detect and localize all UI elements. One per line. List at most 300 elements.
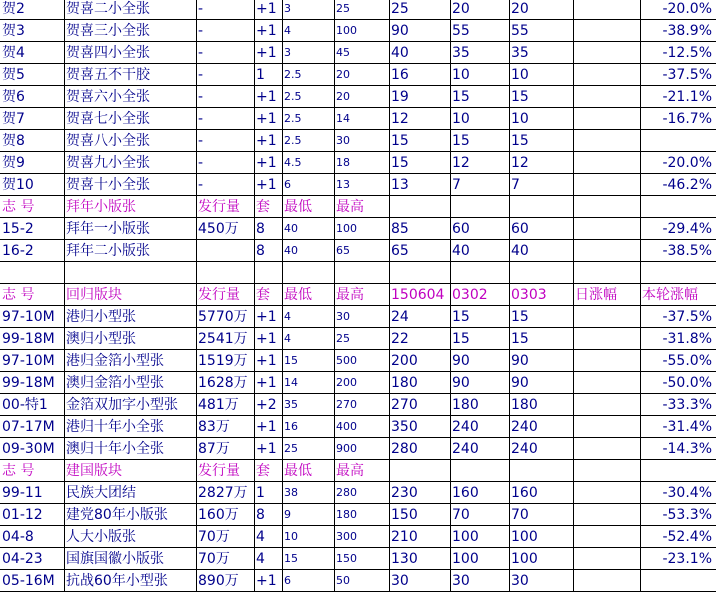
cell-daily-change [573, 42, 640, 64]
cell-stamp-name: 港归十年小全张 [66, 419, 164, 435]
cell-issue-qty: 450万 [198, 221, 239, 237]
cell-stamp-no: 05-16M [2, 573, 55, 589]
table-row [0, 438, 716, 460]
cell-max-price: 900 [336, 442, 357, 455]
cell-stamp-no: 97-10M [2, 309, 55, 325]
cell-stamp-no: 贺5 [2, 67, 25, 83]
cell-round-change: -31.8% [662, 331, 712, 347]
cell-max-price: 30 [336, 134, 350, 147]
table-header-row [0, 196, 716, 218]
cell-round-change: -20.0% [662, 1, 712, 17]
cell-price-150604: 12 [391, 111, 409, 127]
cell-price-0302: 10 [452, 111, 470, 127]
cell-price-0303: 30 [511, 573, 529, 589]
cell-stamp-no: 99-18M [2, 331, 55, 347]
column-divider [450, 0, 451, 592]
cell-stamp-no: 09-30M [2, 441, 55, 457]
cell-issue-qty: 2541万 [198, 331, 248, 347]
cell-daily-change [573, 108, 640, 130]
cell-stamp-name: 贺喜六小全张 [66, 89, 150, 105]
cell-round-change: -37.5% [662, 67, 712, 83]
table-row [0, 306, 716, 328]
header-cell-issue-qty: 发行量 [198, 199, 240, 215]
cell-price-0303: 90 [511, 353, 529, 369]
cell-set: 8 [256, 221, 265, 237]
cell-stamp-name: 贺喜十小全张 [66, 177, 150, 193]
cell-stamp-name: 贺喜七小全张 [66, 111, 150, 127]
cell-daily-change [573, 64, 640, 86]
cell-set: +1 [256, 1, 277, 17]
cell-price-0302: 160 [452, 485, 479, 501]
cell-price-150604 [389, 262, 450, 284]
cell-round-change: -46.2% [662, 177, 712, 193]
table-row [0, 42, 716, 64]
cell-daily-change [573, 372, 640, 394]
header-cell-min-price: 最低 [284, 463, 312, 479]
cell-round-change: -29.4% [662, 221, 712, 237]
table-row [0, 350, 716, 372]
cell-set: +1 [256, 23, 277, 39]
header-cell-round-change [640, 196, 716, 218]
cell-max-price: 400 [336, 420, 357, 433]
cell-round-change: -30.4% [662, 485, 712, 501]
cell-price-0303: 35 [511, 45, 529, 61]
cell-stamp-name: 贺喜八小全张 [66, 133, 150, 149]
table-row [0, 130, 716, 152]
cell-price-150604: 13 [391, 177, 409, 193]
cell-stamp-name: 澳归十年小全张 [66, 441, 164, 457]
header-cell-round-change [640, 460, 716, 482]
cell-price-0302: 10 [452, 67, 470, 83]
cell-price-0303: 100 [511, 529, 538, 545]
cell-price-0302: 55 [452, 23, 470, 39]
cell-price-0302: 15 [452, 133, 470, 149]
cell-set: +1 [256, 419, 277, 435]
cell-round-change: -38.5% [662, 243, 712, 259]
cell-max-price: 270 [336, 398, 357, 411]
cell-min-price: 15 [284, 354, 298, 367]
table-row [0, 240, 716, 262]
header-cell-set: 套 [256, 287, 270, 303]
cell-issue-qty: 890万 [198, 573, 239, 589]
table-row [0, 570, 716, 592]
cell-price-150604: 40 [391, 45, 409, 61]
cell-max-price: 150 [336, 552, 357, 565]
cell-min-price: 3 [284, 2, 291, 15]
cell-price-0302: 60 [452, 221, 470, 237]
column-divider [573, 0, 574, 592]
cell-stamp-no: 贺7 [2, 111, 25, 127]
cell-price-0302: 70 [452, 507, 470, 523]
cell-issue-qty: 2827万 [198, 485, 248, 501]
header-cell-price-0303 [509, 196, 573, 218]
cell-set [254, 262, 282, 284]
header-cell-max-price: 最高 [336, 199, 364, 215]
cell-stamp-name: 港归金箔小型张 [66, 353, 164, 369]
cell-round-change [640, 130, 716, 152]
header-cell-set: 套 [256, 199, 270, 215]
cell-round-change: -38.9% [662, 23, 712, 39]
cell-price-0303: 100 [511, 551, 538, 567]
cell-daily-change [573, 86, 640, 108]
header-cell-max-price: 最高 [336, 287, 364, 303]
cell-round-change [640, 570, 716, 592]
cell-min-price: 4 [284, 310, 291, 323]
cell-round-change: -50.0% [662, 375, 712, 391]
header-cell-issue-qty: 发行量 [198, 287, 240, 303]
cell-price-150604: 15 [391, 133, 409, 149]
cell-price-150604: 200 [391, 353, 418, 369]
cell-price-150604: 180 [391, 375, 418, 391]
cell-stamp-no: 99-18M [2, 375, 55, 391]
table-header-row [0, 284, 716, 306]
cell-issue-qty: - [198, 23, 204, 39]
cell-max-price: 25 [336, 332, 350, 345]
cell-stamp-no: 00-特1 [2, 397, 48, 413]
cell-stamp-name: 贺喜二小全张 [66, 1, 150, 17]
cell-daily-change [573, 504, 640, 526]
header-cell-price-150604: 150604 [391, 287, 445, 303]
cell-price-150604: 19 [391, 89, 409, 105]
cell-min-price: 2.5 [284, 134, 302, 147]
cell-round-change: -14.3% [662, 441, 712, 457]
header-cell-max-price: 最高 [336, 463, 364, 479]
cell-issue-qty [196, 262, 254, 284]
cell-daily-change [573, 394, 640, 416]
cell-set: 1 [256, 485, 265, 501]
cell-set: 4 [256, 529, 265, 545]
cell-max-price: 14 [336, 112, 350, 125]
column-divider [282, 0, 283, 592]
cell-daily-change [573, 240, 640, 262]
cell-price-0303: 10 [511, 111, 529, 127]
cell-price-0302 [450, 262, 509, 284]
cell-price-150604: 16 [391, 67, 409, 83]
header-cell-stamp-name: 回归版块 [66, 287, 122, 303]
cell-issue-qty: 70万 [198, 529, 230, 545]
cell-set: +1 [256, 45, 277, 61]
cell-max-price: 65 [336, 244, 350, 257]
cell-max-price: 100 [336, 24, 357, 37]
cell-min-price: 2.5 [284, 68, 302, 81]
header-cell-stamp-no: 志 号 [2, 463, 35, 479]
cell-min-price: 2.5 [284, 90, 302, 103]
header-cell-price-0303 [509, 460, 573, 482]
header-cell-daily-change: 日涨幅 [575, 287, 617, 303]
column-divider [509, 0, 510, 592]
cell-round-change: -53.3% [662, 507, 712, 523]
cell-stamp-no: 贺8 [2, 133, 25, 149]
cell-stamp-no: 04-8 [2, 529, 34, 545]
cell-stamp-no: 15-2 [2, 221, 34, 237]
cell-max-price [334, 262, 389, 284]
cell-stamp-no: 04-23 [2, 551, 43, 567]
cell-issue-qty: 160万 [198, 507, 239, 523]
cell-price-0302: 15 [452, 89, 470, 105]
cell-min-price: 38 [284, 486, 298, 499]
cell-set: +2 [256, 397, 277, 413]
cell-daily-change [573, 218, 640, 240]
cell-round-change: -55.0% [662, 353, 712, 369]
column-divider [64, 0, 65, 592]
table-row [0, 64, 716, 86]
cell-daily-change [573, 152, 640, 174]
cell-round-change [640, 262, 716, 284]
cell-stamp-no: 99-11 [2, 485, 43, 501]
cell-price-0303: 55 [511, 23, 529, 39]
cell-min-price: 4.5 [284, 156, 302, 169]
cell-price-150604: 130 [391, 551, 418, 567]
cell-round-change: -31.4% [662, 419, 712, 435]
cell-price-0303: 40 [511, 243, 529, 259]
cell-daily-change [573, 328, 640, 350]
cell-set: +1 [256, 375, 277, 391]
cell-max-price: 45 [336, 46, 350, 59]
cell-daily-change [573, 174, 640, 196]
header-cell-price-0302: 0302 [452, 287, 488, 303]
cell-price-150604: 24 [391, 309, 409, 325]
header-cell-stamp-no: 志 号 [2, 287, 35, 303]
cell-price-0303: 180 [511, 397, 538, 413]
cell-round-change: -52.4% [662, 529, 712, 545]
cell-issue-qty: - [198, 67, 204, 83]
cell-min-price: 10 [284, 530, 298, 543]
cell-price-150604: 15 [391, 155, 409, 171]
cell-max-price: 300 [336, 530, 357, 543]
cell-stamp-name: 贺喜九小全张 [66, 155, 150, 171]
header-cell-price-0302 [450, 460, 509, 482]
cell-stamp-no: 贺3 [2, 23, 25, 39]
cell-stamp-name: 贺喜三小全张 [66, 23, 150, 39]
cell-daily-change [573, 130, 640, 152]
cell-price-0303: 70 [511, 507, 529, 523]
cell-price-150604: 270 [391, 397, 418, 413]
cell-min-price: 4 [284, 332, 291, 345]
cell-stamp-no: 贺6 [2, 89, 25, 105]
cell-daily-change [573, 526, 640, 548]
cell-issue-qty: - [198, 155, 204, 171]
cell-price-150604: 150 [391, 507, 418, 523]
cell-price-150604: 25 [391, 1, 409, 17]
cell-price-0302: 35 [452, 45, 470, 61]
cell-price-0303: 12 [511, 155, 529, 171]
cell-min-price: 3 [284, 46, 291, 59]
cell-max-price: 20 [336, 90, 350, 103]
cell-max-price: 280 [336, 486, 357, 499]
cell-stamp-no: 16-2 [2, 243, 34, 259]
cell-set: +1 [256, 331, 277, 347]
header-cell-stamp-name: 建国版块 [66, 463, 122, 479]
cell-price-0302: 20 [452, 1, 470, 17]
cell-stamp-no: 贺4 [2, 45, 25, 61]
cell-stamp-name: 贺喜四小全张 [66, 45, 150, 61]
cell-stamp-name: 民族大团结 [66, 485, 136, 501]
cell-max-price: 13 [336, 178, 350, 191]
header-cell-price-150604 [389, 196, 450, 218]
cell-min-price: 2.5 [284, 112, 302, 125]
cell-set: +1 [256, 133, 277, 149]
cell-issue-qty: - [198, 1, 204, 17]
cell-max-price: 20 [336, 68, 350, 81]
table-row [0, 86, 716, 108]
table-header-row [0, 460, 716, 482]
table-row [0, 174, 716, 196]
cell-max-price: 50 [336, 574, 350, 587]
cell-min-price: 16 [284, 420, 298, 433]
cell-price-0303: 60 [511, 221, 529, 237]
header-cell-issue-qty: 发行量 [198, 463, 240, 479]
cell-round-change: -23.1% [662, 551, 712, 567]
column-divider [254, 0, 255, 592]
table-row [0, 526, 716, 548]
cell-max-price: 500 [336, 354, 357, 367]
cell-price-150604: 22 [391, 331, 409, 347]
header-cell-min-price: 最低 [284, 199, 312, 215]
cell-price-0302: 15 [452, 309, 470, 325]
table-row [0, 548, 716, 570]
table-row [0, 482, 716, 504]
table-row [0, 504, 716, 526]
cell-min-price: 25 [284, 442, 298, 455]
cell-daily-change [573, 482, 640, 504]
header-cell-round-change: 本轮涨幅 [642, 287, 698, 303]
cell-set: +1 [256, 441, 277, 457]
cell-price-0302: 30 [452, 573, 470, 589]
header-cell-price-150604 [389, 460, 450, 482]
header-cell-daily-change [573, 460, 640, 482]
header-cell-stamp-no: 志 号 [2, 199, 35, 215]
cell-min-price: 35 [284, 398, 298, 411]
cell-stamp-no: 贺2 [2, 1, 25, 17]
cell-price-0302: 90 [452, 375, 470, 391]
cell-stamp-name: 港归小型张 [66, 309, 136, 325]
cell-round-change: -33.3% [662, 397, 712, 413]
cell-stamp-no [0, 262, 64, 284]
cell-daily-change [573, 548, 640, 570]
table-row [0, 328, 716, 350]
column-divider [389, 0, 390, 592]
table-row [0, 372, 716, 394]
cell-price-0303: 15 [511, 309, 529, 325]
column-divider [334, 0, 335, 592]
cell-stamp-no: 贺9 [2, 155, 25, 171]
cell-min-price: 40 [284, 222, 298, 235]
cell-min-price: 40 [284, 244, 298, 257]
cell-round-change: -16.7% [662, 111, 712, 127]
cell-max-price: 180 [336, 508, 357, 521]
cell-price-0302: 7 [452, 177, 461, 193]
cell-price-0302: 240 [452, 441, 479, 457]
cell-price-0303: 20 [511, 1, 529, 17]
cell-set: 8 [256, 243, 265, 259]
cell-price-0302: 12 [452, 155, 470, 171]
cell-issue-qty: - [198, 89, 204, 105]
cell-max-price: 30 [336, 310, 350, 323]
cell-price-0303: 15 [511, 331, 529, 347]
cell-stamp-no: 贺10 [2, 177, 34, 193]
cell-issue-qty: - [198, 177, 204, 193]
cell-stamp-name: 澳归小型张 [66, 331, 136, 347]
cell-stamp-name: 抗战60年小型张 [66, 573, 168, 589]
cell-daily-change [573, 0, 640, 20]
cell-round-change: -37.5% [662, 309, 712, 325]
header-cell-min-price: 最低 [284, 287, 312, 303]
cell-issue-qty: 70万 [198, 551, 230, 567]
cell-price-0303: 90 [511, 375, 529, 391]
cell-price-0302: 100 [452, 529, 479, 545]
cell-price-0302: 240 [452, 419, 479, 435]
cell-price-150604: 85 [391, 221, 409, 237]
cell-stamp-name: 人大小版张 [66, 529, 136, 545]
cell-min-price: 14 [284, 376, 298, 389]
cell-stamp-no: 07-17M [2, 419, 55, 435]
cell-price-0303: 7 [511, 177, 520, 193]
cell-issue-qty: - [198, 133, 204, 149]
table-row [0, 394, 716, 416]
column-divider [196, 0, 197, 592]
cell-price-0303 [509, 262, 573, 284]
header-cell-stamp-name: 拜年小版张 [66, 199, 136, 215]
cell-set: 8 [256, 507, 265, 523]
cell-price-0303: 240 [511, 441, 538, 457]
table-row [0, 108, 716, 130]
table-row [0, 218, 716, 240]
cell-daily-change [573, 20, 640, 42]
cell-min-price [282, 262, 334, 284]
cell-daily-change [573, 350, 640, 372]
header-cell-daily-change [573, 196, 640, 218]
table-row [0, 0, 716, 20]
header-cell-price-0302 [450, 196, 509, 218]
cell-daily-change [573, 306, 640, 328]
header-cell-price-0303: 0303 [511, 287, 547, 303]
cell-min-price: 6 [284, 178, 291, 191]
cell-set: 1 [256, 67, 265, 83]
cell-price-150604: 210 [391, 529, 418, 545]
cell-stamp-name: 澳归金箔小型张 [66, 375, 164, 391]
cell-price-0302: 40 [452, 243, 470, 259]
cell-set: +1 [256, 309, 277, 325]
cell-price-150604: 65 [391, 243, 409, 259]
header-cell-set: 套 [256, 463, 270, 479]
cell-price-0302: 90 [452, 353, 470, 369]
table-row [0, 262, 716, 284]
cell-issue-qty: - [198, 111, 204, 127]
cell-price-0303: 240 [511, 419, 538, 435]
cell-min-price: 4 [284, 24, 291, 37]
cell-max-price: 100 [336, 222, 357, 235]
cell-price-150604: 30 [391, 573, 409, 589]
cell-set: +1 [256, 89, 277, 105]
table-row [0, 20, 716, 42]
cell-price-0303: 10 [511, 67, 529, 83]
cell-stamp-name: 金箔双加字小型张 [66, 397, 178, 413]
cell-issue-qty: 5770万 [198, 309, 248, 325]
cell-issue-qty: 83万 [198, 419, 230, 435]
cell-min-price: 6 [284, 574, 291, 587]
cell-issue-qty: 1628万 [198, 375, 248, 391]
cell-price-150604: 90 [391, 23, 409, 39]
cell-price-0303: 15 [511, 133, 529, 149]
cell-set: +1 [256, 111, 277, 127]
cell-set: +1 [256, 177, 277, 193]
table-row [0, 152, 716, 174]
column-divider [640, 0, 641, 592]
cell-issue-qty: 1519万 [198, 353, 248, 369]
cell-issue-qty: - [198, 45, 204, 61]
cell-daily-change [573, 262, 640, 284]
cell-round-change: -21.1% [662, 89, 712, 105]
